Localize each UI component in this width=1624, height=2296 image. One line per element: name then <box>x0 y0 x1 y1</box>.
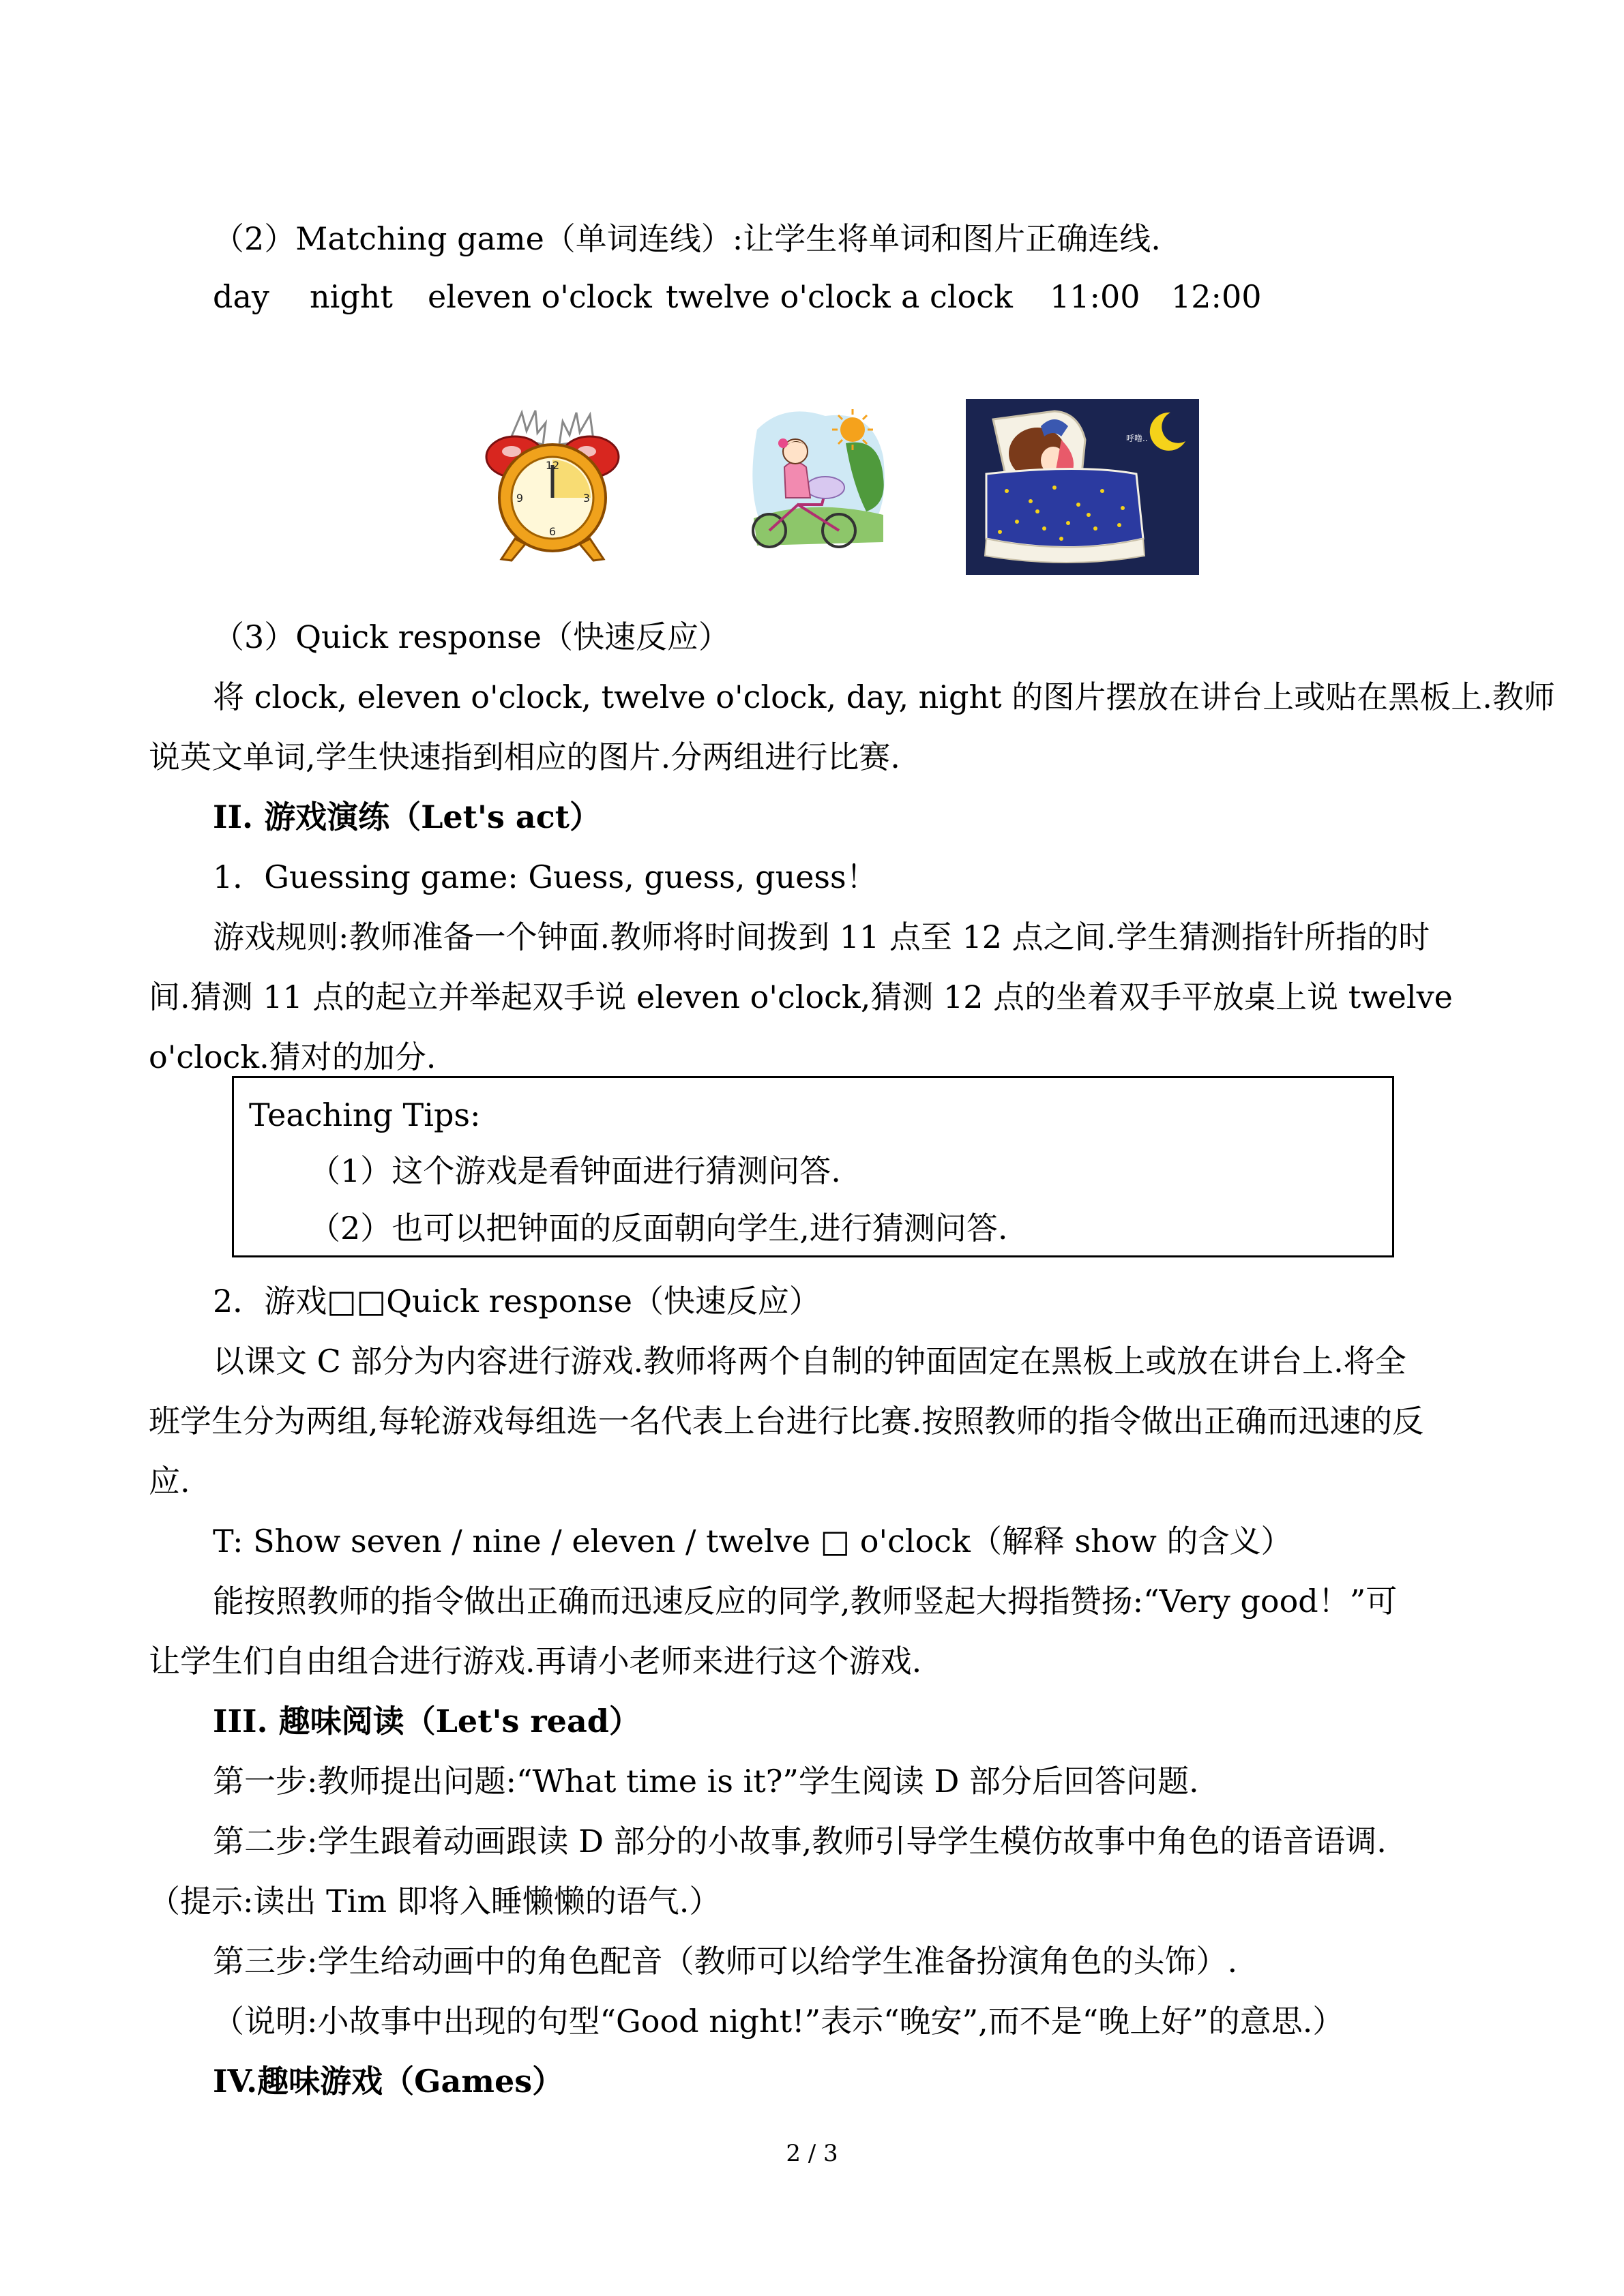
svg-text:9: 9 <box>516 492 524 505</box>
word-item: 11:00 <box>1050 278 1140 315</box>
game-rules-paragraph: 游戏规则:教师准备一个钟面.教师将时间拨到 11 点至 12 点之间.学生猜测指针所指的时 <box>213 919 1430 955</box>
guessing-game-title: 1．Guessing game: Guess, guess, guess！ <box>213 859 878 895</box>
teaching-tip-item: （2）也可以把钟面的反面朝向学生,进行猜测问答. <box>309 1210 1008 1247</box>
section-2-heading: II. 游戏演练（Let's act） <box>213 799 601 835</box>
word-item: 12:00 <box>1171 278 1262 315</box>
reading-step-2-note: （提示:读出 Tim 即将入睡懒懒的语气.） <box>149 1883 721 1920</box>
section-4-heading: IV.趣味游戏（Games） <box>213 2063 564 2100</box>
game-rules-paragraph-end: o'clock.猜对的加分. <box>149 1039 437 1075</box>
word-item: day <box>213 278 269 315</box>
game-2-paragraph-cont: 班学生分为两组,每轮游戏每组选一名代表上台进行比赛.按照教师的指令做出正确而迅速的反 <box>149 1403 1424 1440</box>
good-night-explanation: （说明:小故事中出现的句型“Good night!”表示“晚安”,而不是“晚上好”的意思.） <box>213 2003 1344 2040</box>
praise-paragraph: 能按照教师的指令做出正确而迅速反应的同学,教师竖起大拇指赞扬:“Very good！”可 <box>213 1583 1398 1620</box>
teaching-tip-item: （1）这个游戏是看钟面进行猜测问答. <box>309 1152 841 1189</box>
show-command-line: T: Show seven / nine / eleven / twelve □ o'clock（解释 show 的含义） <box>213 1523 1293 1560</box>
matching-game-title: （2）Matching game（单词连线）:让学生将单词和图片正确连线. <box>213 220 1161 257</box>
quick-response-paragraph: 将 clock, eleven o'clock, twelve o'clock, day, night 的图片摆放在讲台上或贴在黑板上.教师 <box>213 679 1555 715</box>
word-item: night <box>310 278 393 315</box>
teaching-tips-title: Teaching Tips: <box>249 1097 481 1133</box>
word-item: twelve o'clock <box>666 278 891 315</box>
sleeping-child-moon-icon <box>966 399 1199 575</box>
section-3-heading: III. 趣味阅读（Let's read） <box>213 1703 640 1740</box>
teaching-tips-box <box>232 1076 1394 1257</box>
reading-step-2: 第二步:学生跟着动画跟读 D 部分的小故事,教师引导学生模仿故事中角色的语音语调. <box>213 1823 1387 1860</box>
svg-text:6: 6 <box>548 525 557 538</box>
alarm-clock-icon <box>484 409 621 566</box>
quick-response-paragraph-cont: 说英文单词,学生快速指到相应的图片.分两组进行比赛. <box>149 739 900 775</box>
reading-step-3: 第三步:学生给动画中的角色配音（教师可以给学生准备扮演角色的头饰）. <box>213 1943 1238 1980</box>
night-bubble: 呼噜.. <box>1126 434 1148 443</box>
girl-bike-sun-icon <box>743 402 890 559</box>
game-2-paragraph: 以课文 C 部分为内容进行游戏.教师将两个自制的钟面固定在黑板上或放在讲台上.将全 <box>213 1343 1406 1380</box>
word-item: eleven o'clock <box>428 278 652 315</box>
praise-paragraph-cont: 让学生们自由组合进行游戏.再请小老师来进行这个游戏. <box>149 1643 922 1680</box>
game-rules-paragraph-cont: 间.猜测 11 点的起立并举起双手说 eleven o'clock,猜测 12 点的坐着双手平放桌上说 twelve <box>149 979 1453 1015</box>
reading-step-1: 第一步:教师提出问题:“What time is it?”学生阅读 D 部分后回答问题. <box>213 1763 1199 1800</box>
quick-response-title: （3）Quick response（快速反应） <box>213 618 730 655</box>
svg-text:3: 3 <box>582 492 591 505</box>
svg-text:12: 12 <box>545 459 560 472</box>
page-number: 2 / 3 <box>786 2140 838 2167</box>
game-2-paragraph-end: 应. <box>149 1463 190 1500</box>
word-item: a clock <box>901 278 1013 315</box>
game-2-title: 2．游戏□□Quick response（快速反应） <box>213 1283 821 1320</box>
